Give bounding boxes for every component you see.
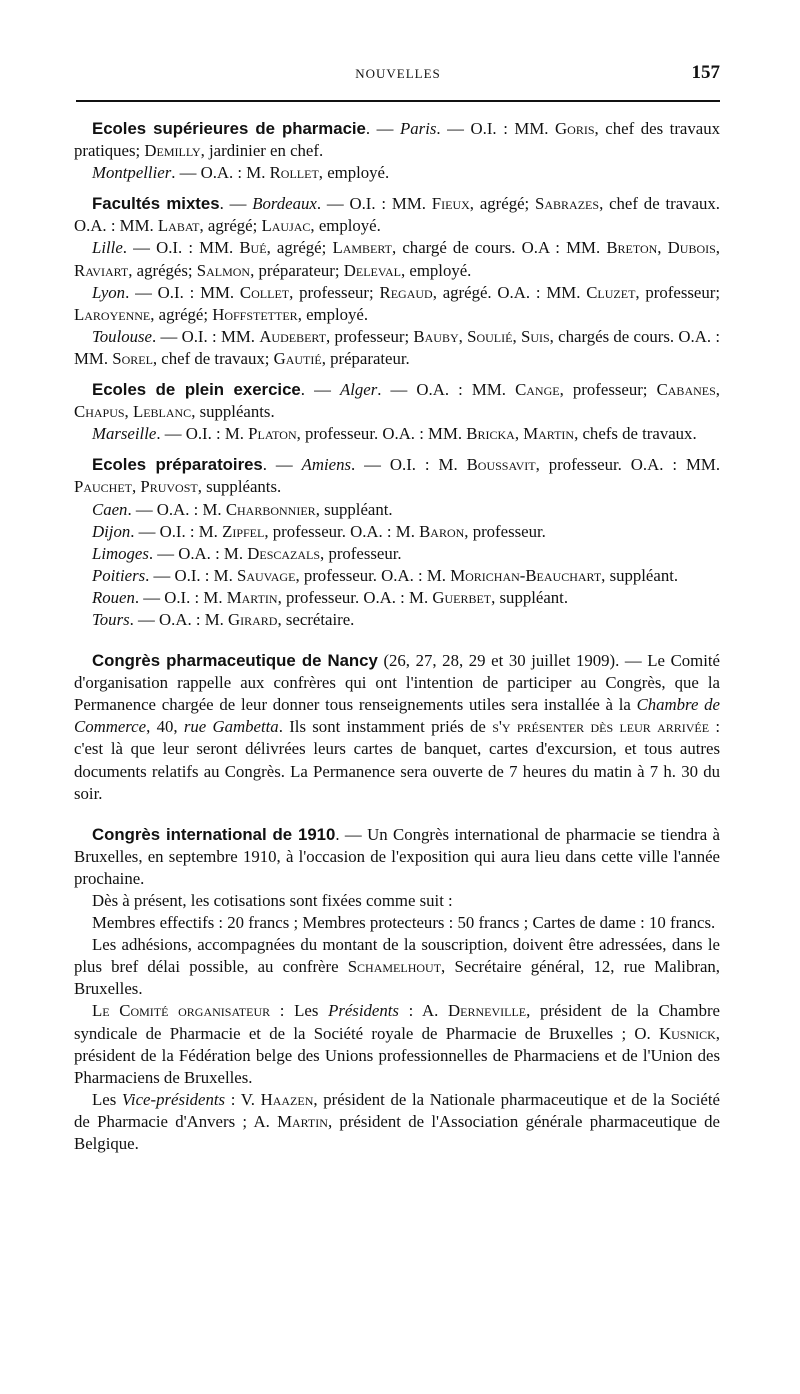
paragraph bbox=[74, 499, 720, 521]
paragraph bbox=[74, 118, 720, 162]
text: , professeur. O.A. : M. bbox=[264, 521, 420, 541]
city-name: Lyon bbox=[92, 282, 126, 302]
city-name: Poitiers bbox=[92, 565, 146, 585]
text: . — bbox=[300, 380, 340, 400]
text: , agrégé; bbox=[150, 304, 213, 324]
text: , bbox=[512, 326, 521, 346]
city-name: Amiens bbox=[301, 455, 352, 475]
text: Les bbox=[92, 1089, 122, 1109]
city-name: Montpellier bbox=[92, 163, 172, 183]
text: , chef de travaux; bbox=[152, 348, 274, 368]
text: , agrégé; bbox=[266, 238, 333, 258]
person-name: Fieux bbox=[431, 194, 470, 214]
text: : Les bbox=[270, 1001, 329, 1021]
page-body bbox=[74, 118, 720, 1155]
text: (26, 27, 28, 29 et 30 juillet 1909). — Le Comité d'organisation rappelle aux confrères qui ont l'intention de participer au Congrès, que la Permanence chargée de leur donner tous renseignements utiles sera installée à la bbox=[74, 651, 720, 715]
person-name: Guerbet bbox=[432, 587, 492, 607]
text: , professeur; bbox=[635, 282, 720, 302]
text: . — O.I. : M. bbox=[145, 565, 237, 585]
section-heading: Congrès international de 1910 bbox=[92, 824, 336, 844]
person-name: Demilly bbox=[144, 141, 201, 161]
text: , président de la Fédération belge des Unions professionnelles de Pharmaciens et de l'Union des Pharmaciens de Bruxelles. bbox=[74, 1023, 720, 1087]
text: , suppléants. bbox=[197, 477, 282, 497]
text: , secrétaire. bbox=[277, 609, 355, 629]
text: , suppléant. bbox=[491, 587, 569, 607]
person-name: Bué bbox=[239, 238, 267, 258]
text: Les adhésions, accompagnées du montant de la souscription, doivent être adressées, dans le plus bref délai possible, au confrère bbox=[74, 935, 720, 977]
city-name: Paris bbox=[400, 119, 437, 138]
person-name: Cabanes bbox=[656, 380, 716, 400]
paragraph bbox=[74, 824, 720, 890]
text: , agrégé. O.A. : MM. bbox=[432, 282, 587, 302]
section-ecoles-superieures bbox=[74, 118, 720, 184]
text: , agrégé; bbox=[469, 194, 536, 214]
person-name: Girard bbox=[228, 609, 278, 629]
text: , professeur. O.A. : M. bbox=[277, 587, 433, 607]
person-name: Martin bbox=[277, 1111, 328, 1131]
text: . — O.I. : MM. bbox=[125, 282, 240, 302]
person-name: Schamelhout bbox=[347, 957, 442, 977]
person-name: Descazals bbox=[247, 543, 321, 563]
paragraph bbox=[74, 326, 720, 370]
text: . Ils sont instamment priés de bbox=[278, 717, 493, 737]
person-name: Zipfel bbox=[222, 521, 265, 541]
paragraph bbox=[74, 565, 720, 587]
section-heading: Facultés mixtes bbox=[92, 194, 220, 214]
emphasis: Le Comité organisateur bbox=[92, 1001, 271, 1021]
person-name: Sauvage bbox=[236, 565, 296, 585]
paragraph bbox=[74, 282, 720, 326]
text: . — O.A. : MM. bbox=[377, 380, 516, 400]
person-name: Martin bbox=[226, 587, 278, 607]
city-name: Caen bbox=[92, 499, 128, 519]
person-name: Cluzet bbox=[586, 282, 636, 302]
text: , bbox=[132, 477, 141, 497]
person-name: Haazen bbox=[260, 1089, 314, 1109]
paragraph bbox=[74, 162, 720, 184]
section-congres-international bbox=[74, 824, 720, 1155]
text: , professeur. bbox=[320, 543, 402, 563]
paragraph bbox=[74, 1089, 720, 1155]
person-name: Morichan-Beauchart bbox=[450, 565, 602, 585]
city-name: Alger bbox=[339, 380, 378, 400]
city-name: Lille bbox=[92, 238, 123, 258]
person-name: Goris bbox=[555, 119, 595, 138]
text: . — O.I. : M. bbox=[130, 521, 223, 541]
person-name: Derneville bbox=[448, 1001, 527, 1021]
person-name: Pauchet bbox=[74, 477, 132, 497]
text: , professeur. O.A. : MM. bbox=[296, 424, 467, 444]
person-name: Baron bbox=[419, 521, 465, 541]
text: , professeur. bbox=[464, 521, 546, 541]
text: , employé. bbox=[401, 260, 472, 280]
text: , professeur; bbox=[289, 282, 380, 302]
text: . — O.A. : M. bbox=[171, 163, 270, 183]
person-name: Pruvost bbox=[140, 477, 198, 497]
paragraph bbox=[74, 587, 720, 609]
running-title: NOUVELLES bbox=[355, 66, 441, 81]
person-name: Regaud bbox=[379, 282, 433, 302]
text: , président de la Nationale pharmaceutique et de la Société de Pharmacie d'Anvers ; A. bbox=[74, 1089, 720, 1131]
text: , président de l'Association générale pharmaceutique de Belgique. bbox=[74, 1111, 720, 1154]
person-name: Martin bbox=[523, 424, 575, 444]
paragraph: Membres effectifs : 20 francs ; Membres protecteurs : 50 francs ; Cartes de dame : 10 francs. bbox=[92, 913, 716, 933]
text: . — Un Congrès international de pharmacie se tiendra à Bruxelles, en septembre 1910, à l'occasion de l'exposition qui aura lieu dans cette ville l'année prochaine. bbox=[74, 824, 721, 888]
person-name: Kusnick bbox=[659, 1023, 716, 1043]
person-name: Charbonnier bbox=[225, 499, 316, 519]
text: , bbox=[715, 380, 720, 400]
paragraph bbox=[74, 934, 720, 1000]
place-name: rue Gambetta bbox=[183, 717, 279, 737]
person-name: Cange bbox=[515, 380, 560, 400]
text: : V. bbox=[225, 1089, 261, 1109]
paragraph bbox=[74, 379, 720, 423]
section-congres-nancy bbox=[74, 650, 720, 805]
text: , chefs de travaux. bbox=[574, 424, 697, 444]
text: . — bbox=[262, 455, 302, 475]
person-name: Audebert bbox=[259, 326, 327, 346]
person-name: Labat bbox=[157, 216, 200, 236]
text: , chef de travaux. O.A. : MM. bbox=[74, 194, 720, 236]
city-name: Limoges bbox=[92, 543, 149, 563]
paragraph bbox=[74, 609, 720, 631]
person-name: Laujac bbox=[261, 216, 311, 236]
text: , employé. bbox=[310, 216, 381, 236]
person-name: Chapus bbox=[74, 402, 125, 422]
person-name: Hoffstetter bbox=[212, 304, 298, 324]
person-name: Suis bbox=[520, 326, 550, 346]
person-name: Sabrazes bbox=[535, 194, 600, 214]
city-name: Toulouse bbox=[92, 326, 152, 346]
section-heading: Ecoles préparatoires bbox=[92, 455, 263, 475]
person-name: Bauby bbox=[413, 326, 459, 346]
paragraph bbox=[74, 1000, 720, 1088]
person-name: Soulié bbox=[467, 326, 513, 346]
person-name: Lambert bbox=[332, 238, 392, 258]
paragraph bbox=[74, 423, 720, 445]
section-heading: Congrès pharmaceutique de Nancy bbox=[92, 651, 378, 671]
text: , bbox=[514, 424, 524, 444]
section-heading: Ecoles de plein exercice bbox=[92, 380, 301, 400]
section-plein-exercice bbox=[74, 379, 720, 445]
place-name: Chambre de Commerce bbox=[74, 695, 721, 737]
text: , suppléants. bbox=[191, 402, 275, 422]
text: , chargés de cours. O.A. : MM. bbox=[74, 326, 721, 368]
page-header bbox=[76, 62, 720, 92]
text: , suppléant. bbox=[315, 499, 393, 519]
paragraph bbox=[74, 454, 720, 498]
text: , 40, bbox=[146, 717, 184, 737]
person-name: Deleval bbox=[343, 260, 401, 280]
text: , agrégés; bbox=[128, 260, 197, 280]
header-rule bbox=[76, 100, 720, 102]
text: , professeur; bbox=[326, 326, 414, 346]
text: . — O.A. : M. bbox=[129, 609, 229, 629]
person-name: Gautié bbox=[273, 348, 322, 368]
text: . — bbox=[365, 119, 401, 138]
text: , bbox=[715, 238, 720, 258]
section-heading: Ecoles supérieures de pharmacie bbox=[92, 119, 366, 138]
person-name: Salmon bbox=[196, 260, 251, 280]
text: , professeur; bbox=[559, 380, 657, 400]
text: . — O.I. : MM. bbox=[122, 238, 240, 258]
text: . — O.A. : M. bbox=[148, 543, 248, 563]
city-name: Rouen bbox=[92, 587, 135, 607]
section-facultes-mixtes bbox=[74, 193, 720, 370]
page-number: 157 bbox=[691, 62, 720, 83]
person-name: Collet bbox=[239, 282, 290, 302]
city-name: Marseille bbox=[92, 424, 157, 444]
text: . — O.I. : M. bbox=[134, 587, 227, 607]
text: , suppléant. bbox=[601, 565, 679, 585]
city-name: Dijon bbox=[92, 521, 131, 541]
text: , préparateur; bbox=[250, 260, 344, 280]
text: , employé. bbox=[297, 304, 369, 324]
person-name: Platon bbox=[248, 424, 297, 444]
paragraph bbox=[74, 543, 720, 565]
paragraph bbox=[74, 521, 720, 543]
person-name: Laroyenne bbox=[74, 304, 151, 324]
text: , Secrétaire général, 12, rue Malibran, Bruxelles. bbox=[74, 957, 720, 999]
person-name: Dubois bbox=[667, 238, 716, 258]
city-name: Bordeaux bbox=[252, 194, 317, 214]
role-name: Présidents bbox=[328, 1001, 399, 1021]
role-name: Vice-présidents bbox=[121, 1089, 226, 1109]
paragraph bbox=[74, 193, 720, 237]
person-name: Boussavit bbox=[466, 455, 536, 475]
person-name: Bricka bbox=[466, 424, 515, 444]
text: , chef des travaux pratiques; bbox=[74, 119, 720, 161]
text: , employé. bbox=[318, 163, 390, 183]
person-name: Sorel bbox=[112, 348, 153, 368]
section-ecoles-preparatoires bbox=[74, 454, 720, 631]
paragraph: Dès à présent, les cotisations sont fixées comme suit : bbox=[92, 891, 453, 910]
text: : A. bbox=[398, 1001, 449, 1021]
person-name: Leblanc bbox=[132, 402, 192, 422]
person-name: Rollet bbox=[269, 163, 319, 183]
text: . — bbox=[219, 194, 253, 214]
person-name: Raviart bbox=[74, 260, 129, 280]
text: . — O.I. : M. bbox=[156, 424, 249, 444]
text: , bbox=[657, 238, 668, 258]
emphasis: s'y présenter dès leur arrivée bbox=[492, 717, 710, 737]
text: , bbox=[124, 402, 133, 422]
text: , président de la Chambre syndicale de Pharmacie et de la Société royale de Pharmacie de Bruxelles ; O. bbox=[74, 1001, 721, 1043]
text: . — O.I. : MM. bbox=[436, 119, 556, 138]
text: , professeur. O.A. : MM. bbox=[535, 455, 721, 475]
text: , jardinier en chef. bbox=[200, 141, 324, 161]
paragraph bbox=[74, 650, 720, 805]
text: , bbox=[458, 326, 468, 346]
text: . — O.I. : MM. bbox=[152, 326, 260, 346]
text: , préparateur. bbox=[321, 348, 410, 368]
text: . — O.I. : M. bbox=[351, 455, 467, 475]
person-name: Breton bbox=[606, 238, 658, 258]
paragraph bbox=[74, 237, 720, 281]
text: , professeur. O.A. : M. bbox=[295, 565, 451, 585]
text: , agrégé; bbox=[199, 216, 262, 236]
text: , chargé de cours. O.A : MM. bbox=[392, 238, 607, 258]
text: : c'est là que leur seront délivrées leurs cartes de banquet, cartes d'excursion, et tous autres documents relatifs au Congrès. La Permanence sera ouverte de 7 heures du matin à 7 h. 30 du soir. bbox=[74, 717, 721, 803]
text: . — O.A. : M. bbox=[127, 499, 226, 519]
text: . — O.I. : MM. bbox=[316, 194, 432, 214]
city-name: Tours bbox=[92, 609, 130, 629]
